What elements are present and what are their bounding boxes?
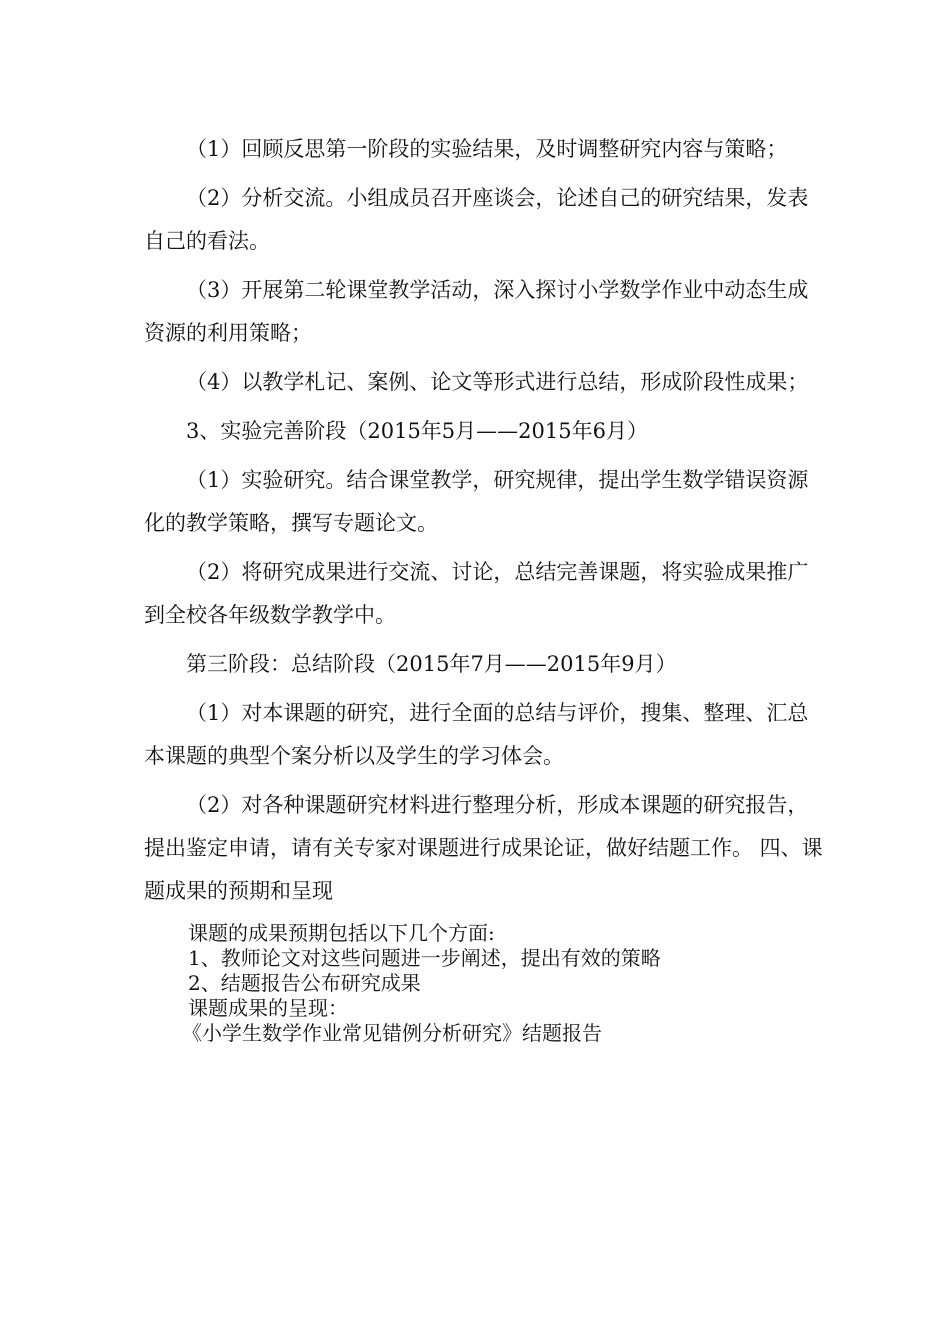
paragraph-summary-notes: （4）以教学札记、案例、论文等形式进行总结，形成阶段性成果； bbox=[186, 370, 809, 394]
line-results-presentation: 课题成果的呈现： bbox=[188, 996, 348, 1020]
heading-phase-three-summary: 第三阶段：总结阶段（2015年7月——2015年9月） bbox=[186, 652, 677, 676]
heading-experiment-improvement-phase: 3、实验完善阶段（2015年5月——2015年6月） bbox=[186, 419, 648, 443]
paragraph-comprehensive-summary: （1）对本课题的研究，进行全面的总结与评价，搜集、整理、汇总本课题的典型个案分析以及学生的学习体会。 bbox=[144, 701, 809, 768]
line-expected-result-1: 1、教师论文对这些问题进一步阐述，提出有效的策略 bbox=[188, 946, 661, 970]
document-body bbox=[144, 128, 829, 1046]
line-expected-result-2: 2、结题报告公布研究成果 bbox=[188, 971, 421, 995]
line-final-report-title: 《小学生数学作业常见错例分析研究》结题报告 bbox=[182, 1021, 602, 1045]
line-expected-results-intro: 课题的成果预期包括以下几个方面: bbox=[188, 921, 495, 945]
paragraph-analysis-exchange: （2）分析交流。小组成员召开座谈会，论述自己的研究结果，发表自己的看法。 bbox=[144, 186, 809, 253]
paragraph-second-round-teaching: （3）开展第二轮课堂教学活动，深入探讨小学数学作业中动态生成资源的利用策略； bbox=[144, 278, 809, 345]
paragraph-research-report: （2）对各种课题研究材料进行整理分析，形成本课题的研究报告，提出鉴定申请，请有关专家对课题进行成果论证，做好结题工作。 四、课题成果的预期和呈现 bbox=[144, 793, 823, 903]
paragraph-review-phase-one: （1）回顾反思第一阶段的实验结果，及时调整研究内容与策略； bbox=[186, 137, 788, 161]
paragraph-experiment-research: （1）实验研究。结合课堂教学，研究规律，提出学生数学错误资源化的教学策略，撰写专题论文。 bbox=[144, 468, 809, 535]
paragraph-promote-results: （2）将研究成果进行交流、讨论，总结完善课题，将实验成果推广到全校各年级数学教学中。 bbox=[144, 560, 809, 627]
